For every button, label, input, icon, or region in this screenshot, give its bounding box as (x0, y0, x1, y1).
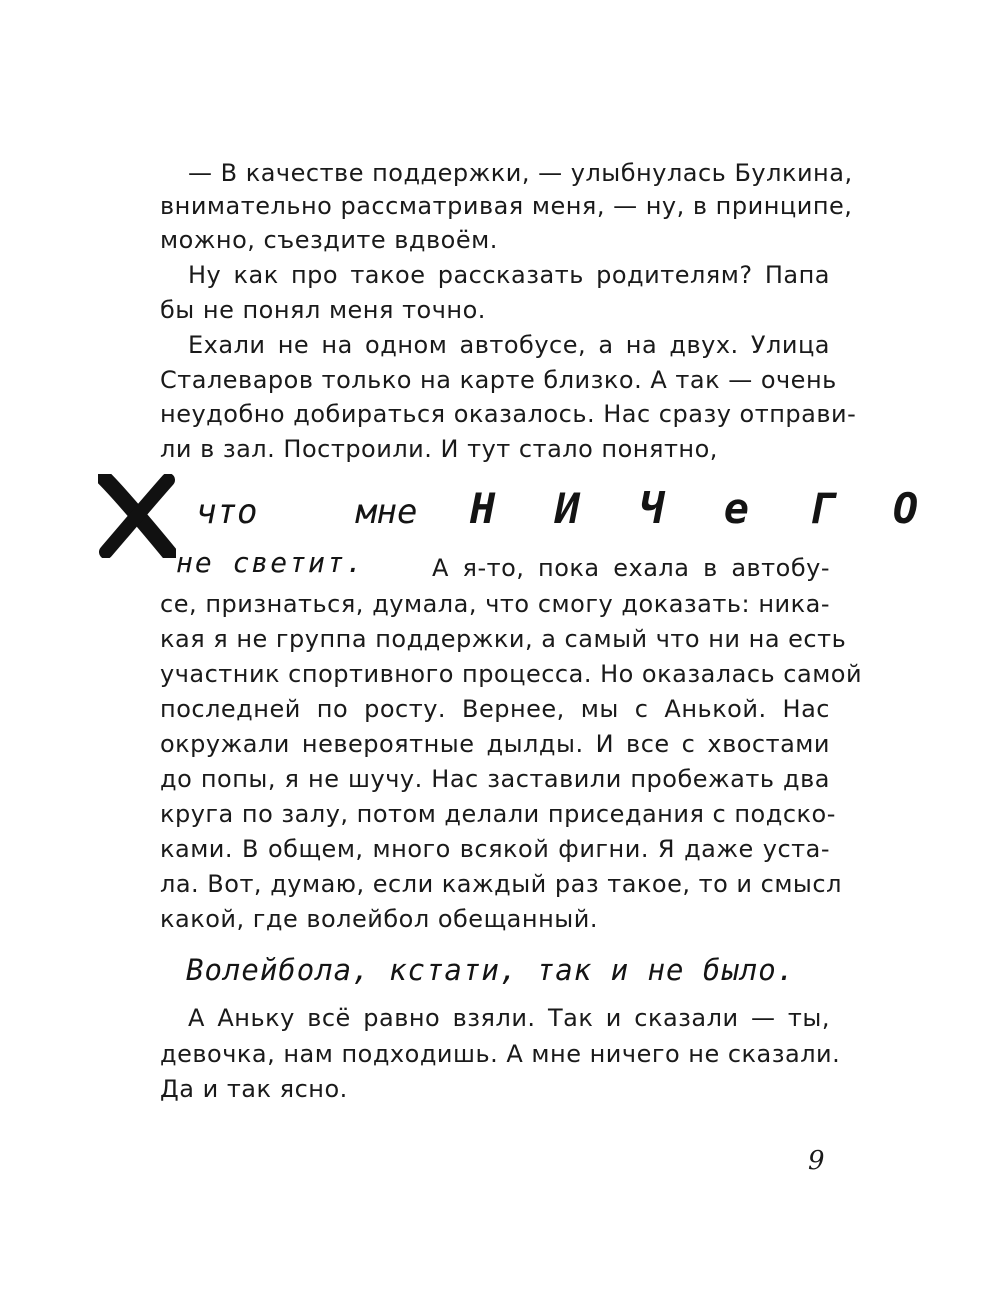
text-line: последней по росту. Вернее, мы с Анькой. Нас (160, 695, 830, 723)
text-line: А Аньку всё равно взяли. Так и сказали — ты, (188, 1004, 830, 1032)
text-line: участник спортивного процесса. Но оказалась самой (160, 660, 863, 688)
handwritten-emphasis: Н И Ч е Г О (470, 484, 936, 533)
text-line: А я-то, пока ехала в автобу- (432, 554, 830, 582)
text-line: кая я не группа поддержки, а самый что ни на есть (160, 625, 847, 653)
text-line: Сталеваров только на карте близко. А так — очень (160, 366, 837, 394)
text-line: бы не понял меня точно. (160, 296, 486, 324)
text-line: Да и так ясно. (160, 1075, 348, 1103)
text-line: внимательно рассматривая меня, — ну, в принципе, (160, 192, 853, 220)
text-line: круга по залу, потом делали приседания с подско- (160, 800, 836, 828)
handwritten-word: что (196, 492, 258, 532)
text-line: — В качестве поддержки, — улыбнулась Булкина, (188, 159, 853, 187)
cross-mark-icon (98, 474, 176, 558)
text-line: окружали невероятные дылды. И все с хвостами (160, 730, 830, 758)
text-line: ла. Вот, думаю, если каждый раз такое, то и смысл (160, 870, 842, 898)
text-line: до попы, я не шучу. Нас заставили пробежать два (160, 765, 830, 793)
text-line: девочка, нам подходишь. А мне ничего не сказали. (160, 1040, 841, 1068)
text-line: ками. В общем, много всякой фигни. Я даже уста- (160, 835, 830, 863)
text-line: Ну как про такое рассказать родителям? Папа (188, 261, 830, 289)
text-line: неудобно добираться оказалось. Нас сразу отправи- (160, 400, 857, 428)
text-line: Ехали не на одном автобусе, а на двух. Улица (188, 331, 830, 359)
text-line: ли в зал. Построили. И тут стало понятно, (160, 435, 718, 463)
text-line: можно, съездите вдвоём. (160, 226, 498, 254)
handwritten-word: мне (356, 492, 418, 532)
text-line: се, признаться, думала, что смогу доказать: ника- (160, 590, 830, 618)
text-line: какой, где волейбол обещанный. (160, 905, 598, 933)
handwritten-phrase: не светит. (176, 546, 365, 579)
page-number: 9 (808, 1146, 825, 1176)
handwritten-phrase: Волейбола, кстати, так и не было. (186, 953, 796, 987)
